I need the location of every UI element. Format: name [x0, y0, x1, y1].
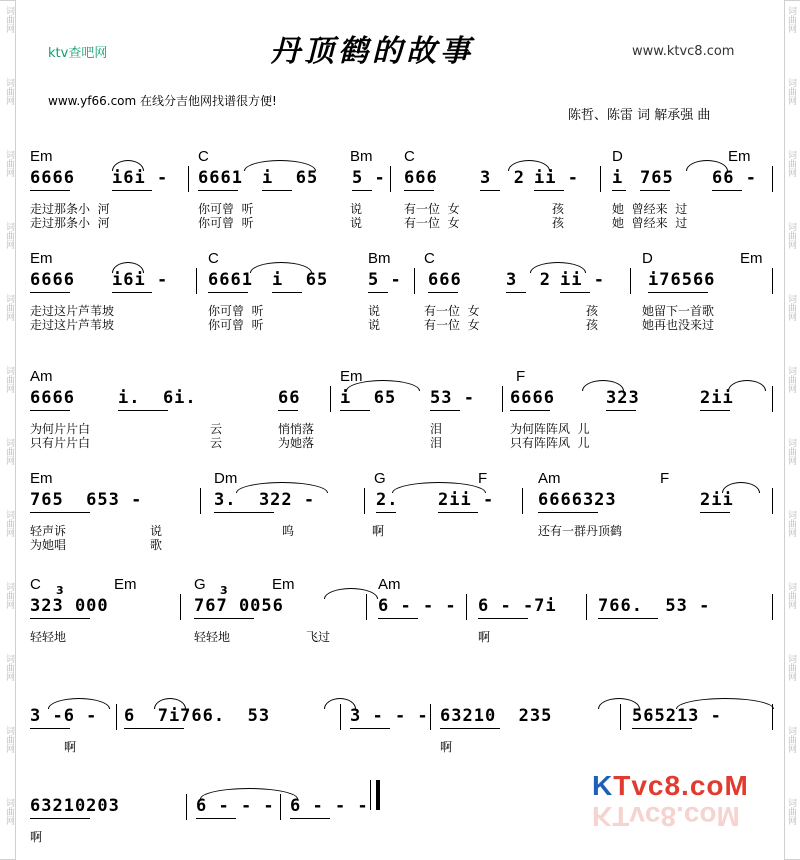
barline: [390, 166, 391, 192]
beam-underline: [598, 618, 658, 619]
beam-underline: [340, 410, 370, 411]
note-group: i: [612, 168, 624, 188]
lyric-verse-1: 她 曾经来 过: [612, 202, 688, 216]
lyric-verse-1: 为何片片白: [30, 422, 91, 436]
lyric-verse-2: 走过这片芦苇坡: [30, 318, 115, 332]
barline: [772, 166, 773, 192]
note-group: 6 - - -: [290, 796, 369, 816]
watermark-text: 词曲网: [4, 726, 14, 753]
lyric-verse-2: 孩: [552, 216, 565, 230]
beam-underline: [560, 292, 590, 293]
barline: [364, 488, 365, 514]
barline: [330, 386, 331, 412]
lyric-verse-1: 轻轻地: [194, 630, 231, 644]
triplet-marker: 3: [220, 584, 228, 597]
beam-underline: [612, 190, 626, 191]
chord-label: Dm: [214, 470, 238, 487]
lyric-verse-1: 还有一群丹顶鹤: [538, 524, 623, 538]
tie-slur: [112, 262, 144, 273]
lyric-verse-1: 悄悄落: [278, 422, 315, 436]
note-group: i76566: [648, 270, 716, 290]
note-group: 6 - - -: [378, 596, 457, 616]
lyric-verse-1: 你可曾 听: [198, 202, 254, 216]
lyric-verse-1: 啊: [372, 524, 385, 538]
lyric-verse-2: 泪: [430, 436, 443, 450]
beam-underline: [510, 410, 550, 411]
lyric-verse-1: 孩: [552, 202, 565, 216]
credit-line: 陈哲、陈雷 词 解承强 曲: [568, 108, 711, 123]
lyric-verse-1: 云: [210, 422, 223, 436]
watermark-text: 词曲网: [786, 78, 796, 105]
note-group: 66 -: [712, 168, 757, 188]
note-group: 6661: [198, 168, 243, 188]
note-group: 2ii: [700, 388, 734, 408]
note-group: 6 7i766. 53: [124, 706, 271, 726]
beam-underline: [440, 728, 500, 729]
beam-underline: [404, 190, 434, 191]
watermark-text: 词曲网: [4, 150, 14, 177]
lyric-verse-2: 她 曾经来 过: [612, 216, 688, 230]
chord-label: Em: [272, 576, 295, 593]
song-title: 丹顶鹤的故事: [270, 34, 474, 69]
note-group: 666: [404, 168, 438, 188]
logo-rest: Tvc8.coM: [613, 770, 749, 801]
beam-underline: [118, 410, 168, 411]
watermark-text: 词曲网: [4, 78, 14, 105]
lyric-verse-2: 只有片片白: [30, 436, 91, 450]
lyric-verse-1: 说: [368, 304, 381, 318]
chord-label: Bm: [350, 148, 373, 165]
watermark-text: 词曲网: [786, 222, 796, 249]
note-group: 3 - - -: [350, 706, 429, 726]
note-group: 666: [428, 270, 462, 290]
note-group: 63210203: [30, 796, 120, 816]
barline: [772, 268, 773, 294]
lyric-verse-2: 歌: [150, 538, 163, 552]
note-group: 6666: [30, 388, 75, 408]
site-name-left[interactable]: ktv查吧网: [48, 46, 108, 61]
note-group: 6661: [208, 270, 253, 290]
note-group: 2ii: [700, 490, 734, 510]
note-group: 66: [278, 388, 301, 408]
beam-underline: [30, 190, 70, 191]
lyric-verse-2: 你可曾 听: [208, 318, 264, 332]
beam-underline: [534, 190, 564, 191]
lyric-verse-1: 啊: [478, 630, 491, 644]
lyric-verse-2: 为她落: [278, 436, 315, 450]
barline: [772, 594, 773, 620]
lyric-verse-1: 啊: [440, 740, 453, 754]
tie-slur: [250, 262, 312, 273]
note-group: 3 -6 -: [30, 706, 98, 726]
lyric-verse-1: 说: [350, 202, 363, 216]
watermark-text: 词曲网: [4, 582, 14, 609]
note-group: i. 6i.: [118, 388, 197, 408]
beam-underline: [632, 728, 692, 729]
lyric-verse-2: 有一位 女: [424, 318, 480, 332]
watermark-text: 词曲网: [4, 222, 14, 249]
beam-underline: [640, 190, 670, 191]
tie-slur: [686, 160, 728, 171]
beam-underline: [196, 818, 236, 819]
beam-underline: [376, 512, 396, 513]
watermark-text: 词曲网: [4, 294, 14, 321]
barline: [196, 268, 197, 294]
tie-slur: [324, 698, 356, 709]
watermark-text: 词曲网: [4, 438, 14, 465]
final-barline: [376, 780, 380, 810]
barline: [188, 166, 189, 192]
chord-label: C: [198, 148, 209, 165]
note-group: 63210 235: [440, 706, 553, 726]
lyric-verse-1: 泪: [430, 422, 443, 436]
note-group: 2.: [376, 490, 399, 510]
note-group: 767 0056: [194, 596, 284, 616]
promo-note: www.yf66.com 在线分吉他网找谱很方便!: [48, 94, 277, 108]
tie-slur: [236, 482, 328, 493]
watermark-text: 词曲网: [786, 582, 796, 609]
watermark-text: 词曲网: [786, 366, 796, 393]
lyric-verse-1: 轻轻地: [30, 630, 67, 644]
beam-underline: [428, 292, 458, 293]
beam-underline: [194, 618, 254, 619]
barline: [772, 386, 773, 412]
lyric-verse-1: 为何阵阵风 儿: [510, 422, 590, 436]
lyric-verse-1: 啊: [30, 830, 43, 844]
beam-underline: [278, 410, 298, 411]
chord-label: G: [194, 576, 206, 593]
barline: [200, 488, 201, 514]
chord-label: Em: [740, 250, 763, 267]
lyric-verse-2: 云: [210, 436, 223, 450]
note-group: 6 - -7i: [478, 596, 557, 616]
tie-slur: [722, 482, 760, 493]
lyric-verse-1: 走过那条小 河: [30, 202, 110, 216]
note-group: i6i -: [112, 168, 169, 188]
watermark-text: 词曲网: [786, 798, 796, 825]
chord-label: Em: [114, 576, 137, 593]
barline: [186, 794, 187, 820]
beam-underline: [124, 728, 184, 729]
barline: [466, 594, 467, 620]
chord-label: C: [424, 250, 435, 267]
chord-label: Em: [728, 148, 751, 165]
beam-underline: [712, 190, 742, 191]
tie-slur: [392, 482, 486, 493]
watermark-text: 词曲网: [4, 798, 14, 825]
note-group: 6 - - -: [196, 796, 275, 816]
beam-underline: [700, 512, 730, 513]
note-group: 766. 53 -: [598, 596, 711, 616]
beam-underline: [30, 818, 90, 819]
beam-underline: [350, 728, 390, 729]
site-url-right[interactable]: www.ktvc8.com: [632, 44, 735, 59]
watermark-text: 词曲网: [4, 510, 14, 537]
watermark-text: 词曲网: [4, 6, 14, 33]
beam-underline: [700, 410, 730, 411]
note-group: 2ii -: [438, 490, 495, 510]
note-group: 3 2: [480, 168, 525, 188]
watermark-text: 词曲网: [786, 726, 796, 753]
lyric-verse-2: 说: [350, 216, 363, 230]
beam-underline: [290, 818, 330, 819]
beam-underline: [30, 512, 90, 513]
note-group: i 65: [340, 388, 397, 408]
logo-k: K: [592, 770, 614, 801]
note-group: 323 000: [30, 596, 109, 616]
barline: [414, 268, 415, 294]
beam-underline: [538, 512, 598, 513]
barline: [430, 704, 431, 730]
barline: [586, 594, 587, 620]
beam-underline: [378, 618, 418, 619]
note-group: 5 -: [352, 168, 386, 188]
beam-underline: [478, 618, 528, 619]
tie-slur: [598, 698, 640, 709]
lyric-verse-1: 说: [150, 524, 163, 538]
tie-slur: [112, 160, 144, 171]
lyric-verse-2: 只有阵阵风 儿: [510, 436, 590, 450]
watermark-text: 词曲网: [786, 6, 796, 33]
chord-label: G: [374, 470, 386, 487]
beam-underline: [30, 618, 90, 619]
triplet-marker: 3: [56, 584, 64, 597]
note-group: i 65: [262, 168, 319, 188]
note-group: 53 -: [430, 388, 475, 408]
note-group: 6666: [510, 388, 555, 408]
beam-underline: [214, 512, 274, 513]
barline: [600, 166, 601, 192]
chord-label: F: [660, 470, 670, 487]
note-group: 3 2: [506, 270, 551, 290]
note-group: ii -: [560, 270, 605, 290]
barline: [630, 268, 631, 294]
barline: [180, 594, 181, 620]
lyric-verse-1: 啊: [64, 740, 77, 754]
note-group: 6666: [30, 168, 75, 188]
chord-label: Bm: [368, 250, 391, 267]
lyric-verse-1: 有一位 女: [404, 202, 460, 216]
site-logo: [592, 770, 749, 802]
lyric-verse-1: 走过这片芦苇坡: [30, 304, 115, 318]
lyric-verse-2: 你可曾 听: [198, 216, 254, 230]
tie-slur: [200, 788, 298, 799]
chord-label: C: [208, 250, 219, 267]
lyric-verse-2: 有一位 女: [404, 216, 460, 230]
chord-label: C: [30, 576, 41, 593]
lyric-verse-1: 有一位 女: [424, 304, 480, 318]
chord-label: D: [612, 148, 623, 165]
chord-label: C: [404, 148, 415, 165]
note-group: 565213 -: [632, 706, 722, 726]
chord-label: Am: [538, 470, 561, 487]
beam-underline: [30, 292, 70, 293]
tie-slur: [154, 698, 186, 709]
beam-underline: [198, 190, 238, 191]
barline: [116, 704, 117, 730]
watermark-text: 词曲网: [4, 366, 14, 393]
chord-label: Am: [30, 368, 53, 385]
note-group: ii -: [534, 168, 579, 188]
watermark-text: 词曲网: [786, 150, 796, 177]
watermark-text: 词曲网: [786, 510, 796, 537]
tie-slur: [530, 262, 586, 273]
beam-underline: [506, 292, 526, 293]
beam-underline: [352, 190, 372, 191]
tie-slur: [582, 380, 624, 391]
barline: [772, 488, 773, 514]
tie-slur: [676, 698, 774, 709]
note-group: 323: [606, 388, 640, 408]
tie-slur: [244, 160, 316, 171]
chord-label: Am: [378, 576, 401, 593]
lyric-verse-2: 为她唱: [30, 538, 67, 552]
lyric-verse-1: 她留下一首歌: [642, 304, 715, 318]
beam-underline: [480, 190, 500, 191]
barline: [502, 386, 503, 412]
chord-label: D: [642, 250, 653, 267]
lyric-verse-2: 她再也没来过: [642, 318, 715, 332]
chord-label: Em: [340, 368, 363, 385]
beam-underline: [368, 292, 388, 293]
beam-underline: [30, 410, 70, 411]
watermark-text: 词曲网: [786, 294, 796, 321]
note-group: 3. 322 -: [214, 490, 316, 510]
watermark-text: 词曲网: [786, 438, 796, 465]
chord-label: F: [478, 470, 488, 487]
lyric-verse-1: 你可曾 听: [208, 304, 264, 318]
note-group: 6666323: [538, 490, 617, 510]
lyric-verse-1: 飞过: [306, 630, 331, 644]
beam-underline: [606, 410, 636, 411]
final-barline: [370, 780, 371, 810]
note-group: 5 -: [368, 270, 402, 290]
chord-label: F: [516, 368, 526, 385]
beam-underline: [112, 292, 152, 293]
chord-label: Em: [30, 148, 53, 165]
site-logo-reflection: KTvc8.coM: [592, 801, 740, 832]
beam-underline: [648, 292, 708, 293]
lyric-verse-2: 走过那条小 河: [30, 216, 110, 230]
note-group: 765 653 -: [30, 490, 143, 510]
beam-underline: [30, 728, 70, 729]
watermark-text: 词曲网: [786, 654, 796, 681]
beam-underline: [262, 190, 292, 191]
note-group: 6666: [30, 270, 75, 290]
watermark-text: 词曲网: [4, 654, 14, 681]
beam-underline: [272, 292, 302, 293]
lyric-verse-2: 说: [368, 318, 381, 332]
tie-slur: [48, 698, 110, 709]
chord-label: Em: [30, 250, 53, 267]
lyric-verse-1: 孩: [586, 304, 599, 318]
tie-slur: [728, 380, 766, 391]
beam-underline: [208, 292, 248, 293]
note-group: i6i -: [112, 270, 169, 290]
barline: [522, 488, 523, 514]
beam-underline: [430, 410, 460, 411]
chord-label: Em: [30, 470, 53, 487]
tie-slur: [324, 588, 378, 599]
note-group: 765: [640, 168, 674, 188]
beam-underline: [438, 512, 478, 513]
beam-underline: [112, 190, 152, 191]
tie-slur: [508, 160, 550, 171]
lyric-verse-2: 孩: [586, 318, 599, 332]
lyric-verse-1: 呜: [282, 524, 295, 538]
lyric-verse-1: 轻声诉: [30, 524, 67, 538]
note-group: i 65: [272, 270, 329, 290]
